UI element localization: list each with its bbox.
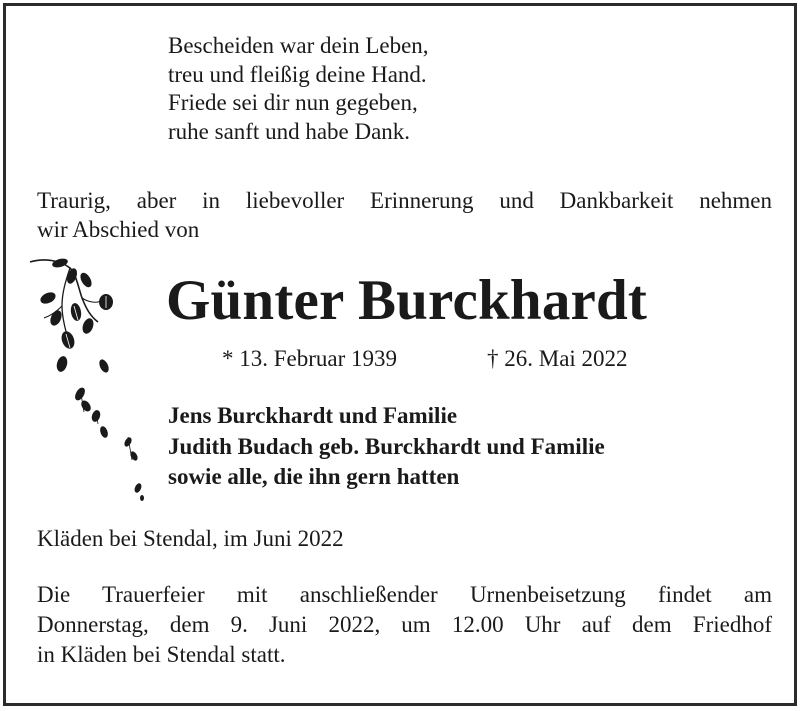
memorial-poem bbox=[168, 32, 429, 146]
mourners-list bbox=[168, 401, 605, 493]
service-line: Donnerstag, dem 9. Juni 2022, um 12.00 Uhr auf dem Friedhof bbox=[37, 612, 772, 637]
death-date: † 26. Mai 2022 bbox=[487, 346, 628, 371]
intro-line: Traurig, aber in liebevoller Erinnerung und Dankbarkeit nehmen bbox=[37, 188, 772, 213]
birth-date: * 13. Februar 1939 bbox=[222, 346, 398, 371]
service-line: in Kläden bei Stendal statt. bbox=[37, 642, 286, 667]
place-and-date: Kläden bei Stendal, im Juni 2022 bbox=[37, 526, 344, 551]
mourner-line: sowie alle, die ihn gern hatten bbox=[168, 464, 460, 489]
poem-line: treu und fleißig deine Hand. bbox=[168, 61, 427, 87]
poem-line: Bescheiden war dein Leben, bbox=[168, 33, 429, 58]
deceased-name: Günter Burckhardt bbox=[166, 269, 648, 332]
mourner-line: Jens Burckhardt und Familie bbox=[168, 403, 458, 428]
mourner-line: Judith Budach geb. Burckhardt und Familie bbox=[168, 433, 605, 459]
poem-line: Friede sei dir nun gegeben, bbox=[168, 90, 418, 115]
poem-line: ruhe sanft und habe Dank. bbox=[168, 118, 411, 144]
intro-line: wir Abschied von bbox=[37, 217, 200, 242]
falling-leaves-branch-icon bbox=[26, 254, 146, 514]
intro-text bbox=[37, 186, 772, 244]
funeral-service-info bbox=[37, 580, 772, 670]
service-line: Die Trauerfeier mit anschließender Urnenbeisetzung findet am bbox=[37, 582, 772, 607]
